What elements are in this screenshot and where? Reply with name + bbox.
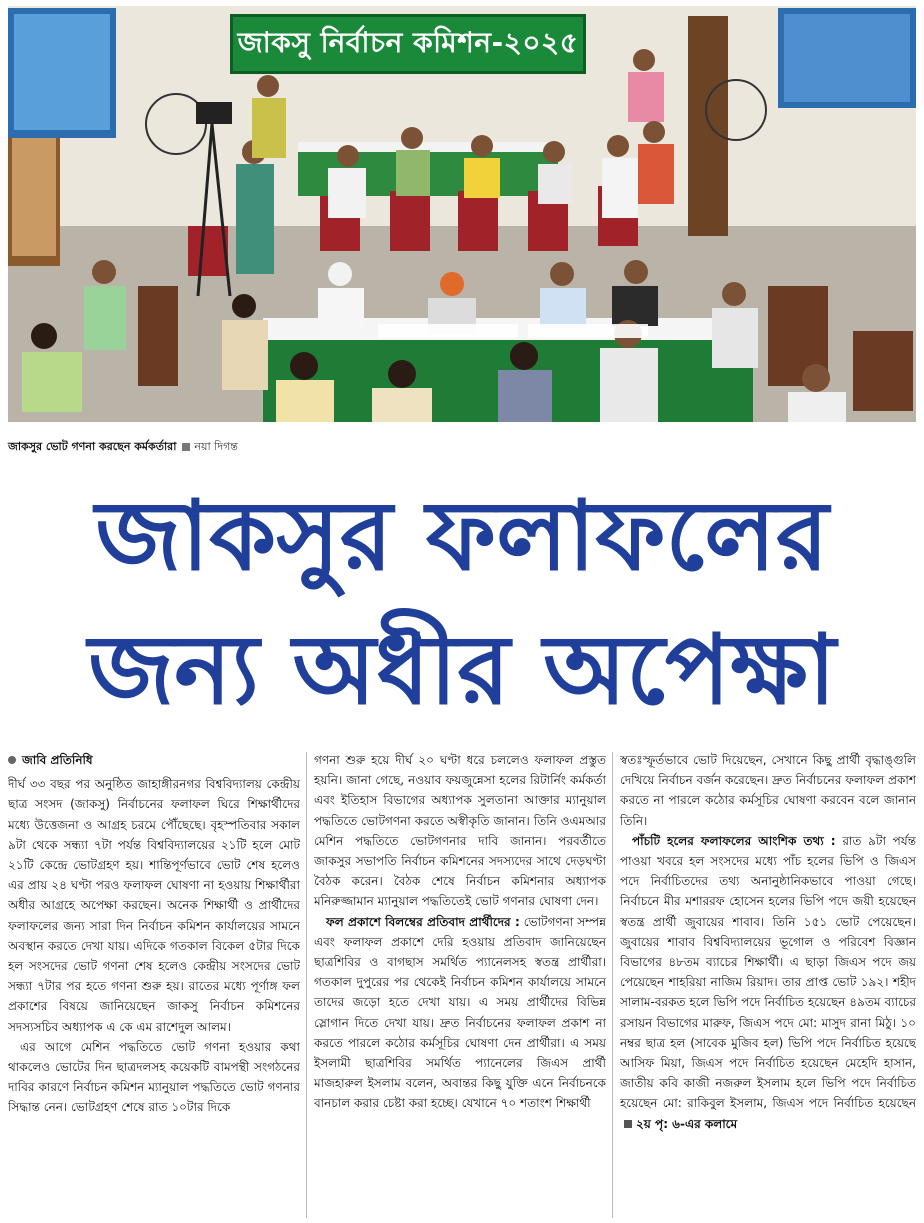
byline xyxy=(8,750,300,770)
paragraph: দীর্ঘ ৩৩ বছর পর অনুষ্ঠিত জাহাঙ্গীরনগর বিশ্ববিদ্যালয় কেন্দ্রীয় ছাত্র সংসদ (জাকসু) নির্বাচনের ফলাফল ঘিরে শিক্ষার্থীদের মধ্যে উত্তেজনা ও আগ্রহ চরমে পৌঁছেছে। বৃহস্পতিবার সকাল ৯টা থেকে সন্ধ্যা ৭টা পর্যন্ত বিশ্ববিদ্যালয়ের ২১টি হলে মোট ২১টি কেন্দ্রে ভোটগ্রহণ হয়। শান্তিপূর্ণভাবে ভোট শেষ হলেও এর প্রায় ২৪ ঘণ্টা পরও ফলাফল ঘোষণা না হওয়ায় শিক্ষার্থীরা অধীর আগ্রহে অপেক্ষা করছেন। অনেক শিক্ষার্থী ও প্রার্থীদের ফলাফলের জন্য সারা দিন নির্বাচন কমিশন কার্যালয়ের সামনে অবস্থান করতে দেখা যায়। এদিকে গতকাল বিকেল ৫টার দিকে হল সংসদের ভোট গণনা শেষ হলেও কেন্দ্রীয় সংসদের ভোট সন্ধ্যা ৭টার পর হতে গণনা শুরু হয়। রাতের মধ্যে পূর্ণাঙ্গ ফল প্রকাশের বিষয়ে জানিয়েছেন জাকসু নির্বাচন কমিশনের সদস্যসচিব অধ্যাপক এ কে এম রাশেদুল আলম। xyxy=(8,777,300,1034)
byline-text: জাবি প্রতিনিধি xyxy=(22,753,93,767)
caption-text: জাকসুর ভোট গণনা করছেন কর্মকর্তারা xyxy=(8,440,177,453)
article-photo xyxy=(8,6,916,422)
paragraph: স্বতঃস্ফূর্তভাবে ভোট দিয়েছেন, সেখানে কিছু প্রার্থী বৃদ্ধাঙ্গুলি দেখিয়ে নির্বাচন বর্জন করেছেন। দ্রুত নির্বাচনের ফলাফল প্রকাশ করতে না পারলে কঠোর কর্মসূচির ঘোষণা করবেন বলে জানান তিনি। xyxy=(620,753,916,828)
bullet-icon xyxy=(8,756,16,764)
article-column-2 xyxy=(314,750,606,1220)
paragraph: গণনা শুরু হয়ে দীর্ঘ ২০ ঘণ্টা ধরে চললেও ফলাফল প্রস্তুত হয়নি। জানা গেছে, নওয়াব ফয়জুন্নেসা হলের রিটার্নিং কর্মকর্তা এবং ইতিহাস বিভাগের অধ্যাপক সুলতানা আক্তার ম্যানুয়াল পদ্ধতিতে ভোটগণনা করতে অস্বীকৃতি জানান। তিনি ওএমআর মেশিন পদ্ধতিতে ভোটগণনার দাবি জানান। পরবর্তীতে জাকসুর সভাপতি নির্বাচন কমিশনের সদস্যদের সাথে দেড়ঘণ্টা বৈঠক করেন। বৈঠক শেষে নির্বাচন কমিশনার অধ্যাপক মনিরুজ্জামান ম্যানুয়াল পদ্ধতিতেই ভোট গণনার ঘোষণা দেন। xyxy=(314,753,606,909)
headline-line-1: জাকসুর ফলাফলের xyxy=(95,480,829,592)
paragraph: এর আগে মেশিন পদ্ধতিতে ভোট গণনা হওয়ার কথা থাকলেও ভোটের দিন ছাত্রদলসহ কয়েকটি বামপন্থী সংগঠনের দাবির কারণে নির্বাচন কমিশন ম্যানুয়াল পদ্ধতিতে ভোট গণনার সিদ্ধান্ত নেন। ভোটগ্রহণ শেষে রাত ১০টার দিকে xyxy=(8,1039,300,1115)
square-bullet-icon xyxy=(624,1120,632,1128)
election-commission-banner: জাকসু নির্বাচন কমিশন-২০২৫ xyxy=(230,14,586,74)
continued-text: ২য় পৃ: ৬-এর কলামে xyxy=(636,1116,738,1131)
photo-caption xyxy=(8,438,238,457)
column-divider xyxy=(306,752,307,1218)
subheading-paragraph xyxy=(314,912,606,1114)
column-divider xyxy=(612,752,613,1218)
subheading: পাঁচটি হলের ফলাফলের আংশিক তথ্য : xyxy=(632,833,836,848)
paragraph: রাত ৯টা পর্যন্ত পাওয়া খবরে হল সংসদের মধ্যে পাঁচ হলের ভিপি ও জিএস পদে নির্বাচিতদের তথ্য অনানুষ্ঠানিকভাবে পাওয়া গেছে। নির্বাচনে মীর মশাররফ হোসেন হলের ভিপি পদে জয়ী হয়েছেন স্বতন্ত্র প্রার্থী জুবায়ের শাবাব। তিনি ১৫১ ভোট পেয়েছেন। জুবায়ের শাবাব বিশ্ববিদ্যালয়ের ভূগোল ও পরিবেশ বিজ্ঞান বিভাগের ৪৮তম ব্যাচের শিক্ষার্থী। এ ছাড়া জিএস পদে জয় পেয়েছেন শাহরিয়া নাজিম রিয়াদ। তার প্রাপ্ত ভোট ১৯২। শহীদ সালাম-বরকত হলে ভিপি পদে নির্বাচিত হয়েছেন ৪৯তম ব্যাচের রসায়ন বিভাগের মারুফ, জিএস পদে মো: মাসুদ রানা মিঠু। ১০ নম্বর ছাত্র হল (সাবেক মুজিব হল) ভিপি পদে নির্বাচিত হয়েছে আসিফ মিয়া, জিএস পদে নির্বাচিত হয়েছেন মেহেদি হাসান, জাতীয় কবি কাজী নজরুল ইসলাম হলে ভিপি পদে নির্বাচিত হয়েছেন মো: রাকিবুল ইসলাম, জিএস পদে নির্বাচিত হয়েছেন xyxy=(620,833,916,1111)
subheading-paragraph xyxy=(620,831,916,1134)
caption-source: নয়া দিগন্ত xyxy=(194,440,238,453)
article-column-1 xyxy=(8,750,300,1220)
square-bullet-icon xyxy=(182,443,190,451)
paragraph: ভোটগণনা সম্পন্ন এবং ফলাফল প্রকাশে দেরি হওয়ায় প্রতিবাদ জানিয়েছেন ছাত্রশিবির ও বাগছাস সমর্থিত প্যানেলসহ স্বতন্ত্র প্রার্থীরা। গতকাল দুপুরের পর থেকেই নির্বাচন কমিশন কার্যালয়ে সামনে তাদের জড়ো হতে দেখা যায়। এ সময় প্রার্থীদের বিভিন্ন স্লোগান দিতে দেখা যায়। দ্রুত নির্বাচনের ফলাফল প্রকাশ না করতে পারলে কঠোর কর্মসূচির ঘোষণা দেন প্রার্থীরা। এ সময় ইসলামী ছাত্রশিবির সমর্থিত প্যানেলের জিএস প্রার্থী মাজহারুল ইসলাম বলেন, অবান্তর কিছু যুক্তি এনে নির্বাচনকে বানচাল করার চেষ্টা করা হচ্ছে। যেখানে ৭০ শতাংশ শিক্ষার্থী xyxy=(314,914,606,1111)
continued-marker xyxy=(620,1117,737,1131)
subheading: ফল প্রকাশে বিলম্বের প্রতিবাদ প্রার্থীদের : xyxy=(326,914,520,929)
headline-line-2: জন্য অধীর অপেক্ষা xyxy=(88,614,836,726)
article-column-3 xyxy=(620,750,916,1220)
